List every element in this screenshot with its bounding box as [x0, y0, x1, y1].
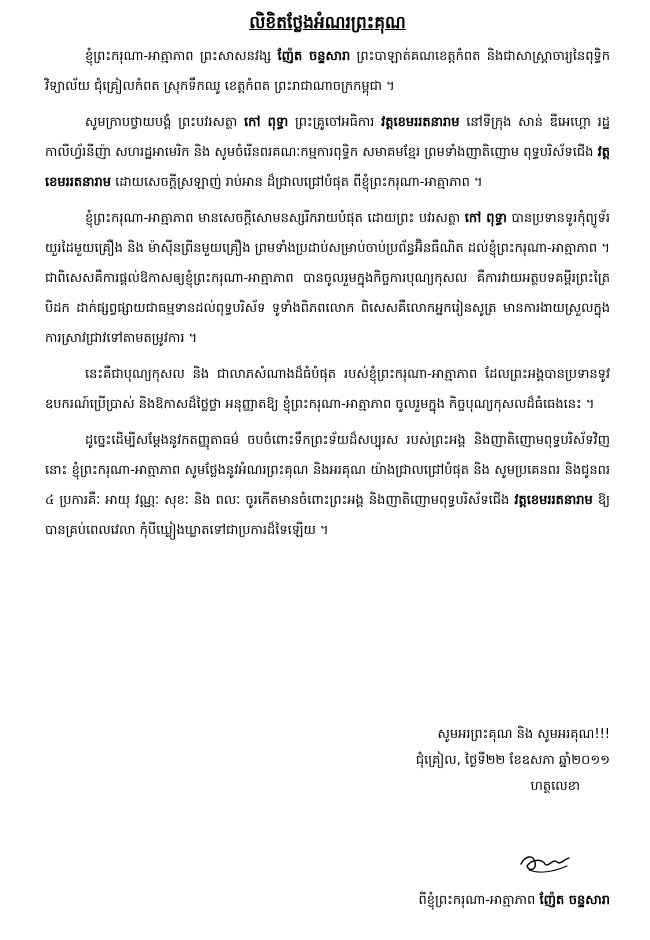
signer-name: ញ៉ែត ចន្ទសារា [539, 893, 610, 908]
paragraph-2 [45, 108, 610, 198]
signer-line [419, 888, 610, 914]
paragraph-1-text-1: ខ្ញុំព្រះករុណា-អាត្មាភាព ព្រះសាសនវង្ស [85, 49, 272, 64]
paragraph-1-text-2: ព្រះបាឡាត់គណខេត្តកំពត និងជាសាស្ត្រាចារ្យនៃពុទ្ធិកវិទ្យាល័យ ជុំគ្រៀលកំពត ស្រុកទឹកឈូ ខេត្តកំពត ព្រះរាជាណាចក្រកម្ពុជា ។ [45, 49, 610, 94]
temple-name-bold-2: វត្តខេមររតនារាម [45, 145, 611, 190]
handwritten-signature-icon [515, 840, 575, 880]
signer-prefix: ពីខ្ញុំព្រះករុណា-អាត្មាភាព [418, 893, 536, 908]
paragraph-2-text-3: នៅទីក្រុង សាន់ ឌីអេហ្គោ រដ្ឋកាលីហ្វ័រនីញ៉ា សហរដ្ឋអាមេរិក និង សូមចំរើនពរគណៈកម្មការពុទ្ធិក សមាគមខ្មែរ ព្រមទាំងញាតិញោម ពុទ្ធបរិស័ទជើង [45, 115, 610, 160]
paragraph-5-text-1: ដូច្នេះដើម្បីសម្តែងនូវកតញ្ញុតាធម៌ ចបចំពោះទឹកព្រះទ័យដ៏សប្បុរស របស់ព្រះអង្គ និងញាតិញោមពុទ្ធបរិស័ទវិញនោះ ខ្ញុំព្រះករុណា-អាត្មាភាព សូមថ្លែងនូវអំណរព្រះគុណ និងអរគុណ យ៉ាងជ្រាលជ្រៅបំផុត និង សូមប្រគេនពរ និងជូនពរ ៤ ប្រការគឺៈ អាយុ វណ្ណៈ សុខៈ និង ពលៈ ចូរកើតមានចំពោះព្រះអង្គ និងញាតិញោមពុទ្ធបរិស័ទជើង [45, 433, 610, 508]
paragraph-2-text-2: ព្រះគ្រូចៅអធិការ [294, 115, 375, 130]
signature-label: ហត្ថលេខា [530, 779, 580, 794]
paragraph-5 [45, 426, 610, 546]
abbot-name-bold: កៅ ពុទ្ធា [243, 115, 289, 130]
temple-name-bold: វត្តខេមររតនារាម [381, 115, 460, 130]
paragraph-4-text-1: នេះគឺជាបុណ្យកុសល និង ជាលាភសំណាងដ៏ធំបំផុត របស់ខ្ញុំព្រះករុណា-អាត្មាភាព ដែលព្រះអង្គបានប្រទានទូវឧបករណ៍ប្រើប្រាស់ និងឱកាសដ៏ថ្លៃថ្លា អនុញ្ញាតឱ្យ ខ្ញុំព្រះករុណា-អាត្មាភាព ចូលរួមក្នុង កិច្ចបុណ្យកុសលដ៏ធំធេងនេះ ។ [45, 367, 610, 412]
temple-name-bold-3: វត្តខេមររតនារាម [514, 493, 593, 508]
paragraph-4 [45, 360, 610, 420]
letter-title-text: លិខិតថ្លែងអំណរព្រះគុណ [249, 13, 406, 33]
paragraph-3-text-2: បានប្រទានទូរកុំព្យូទ័រយួរដៃមួយគ្រឿង និង ម៉ាស៊ីនព្រីនមួយគ្រឿង ព្រមទាំងប្រដាប់សម្រាប់ចាប់ប្រព័ន្ធអ៊ិនធឺណិត ដល់ខ្ញុំព្រះករុណា-អាត្មាភាព ។ ជាពិសេសគឺការផ្តល់ឱកាសឲ្យខ្ញុំព្រះករុណា-អាត្មាភាព បានចូលរួមក្នុងកិច្ចការបុណ្យកុសល គឺការវាយអត្ថបទគម្ពីរព្រះត្រៃបិដក ដាក់ផ្សព្វផ្សាយជាធម្មទានដល់ពុទ្ធបរិស័ទ ទូទាំងពិភពលោក ពិសេសគឺលោកអ្នករៀនសូត្រ មានការងាយស្រួលក្នុងការស្រាវជ្រាវទៅតាមតម្រូវការ ។ [45, 211, 610, 346]
author-name-bold: ញ៉ែត ចន្ទសារា [277, 49, 351, 64]
paragraph-5-text-2: ឱ្យបានគ្រប់ពេលវេលា កុំបីឃ្លៀងឃ្លាតទៅជាប្រការដ៏ទៃឡើយ ។ [45, 493, 610, 538]
abbot-name-bold-2: កៅ ពុទ្ធា [464, 211, 507, 226]
paragraph-2-text-1: សូមក្រាបថ្វាយបង្គំ ព្រះបវរសត្ថា [85, 115, 238, 130]
closing-date: ជុំគ្រៀល, ថ្ងៃទី២២ ខែឧសភា ឆ្នាំ២០១១ [415, 753, 610, 768]
paragraph-3-text-1: ខ្ញុំព្រះករុណា-អាត្មាភាព មានសេចក្តីសោមនស្សរីករាយបំផុត ដោយព្រះ បវរសត្ថា [85, 211, 461, 226]
letter-title [45, 10, 610, 36]
paragraph-3 [45, 204, 610, 354]
paragraph-1 [45, 42, 610, 102]
closing-thanks: សូមអរព្រះគុណ និង សូមអរគុណ!!! [437, 727, 610, 742]
paragraph-2-text-4: ដោយសេចក្តីស្រឡាញ់ រាប់អាន ដ៏ជ្រាលជ្រៅបំផុត ពីខ្ញុំព្រះករុណា-អាត្មាភាព ។ [115, 175, 483, 190]
